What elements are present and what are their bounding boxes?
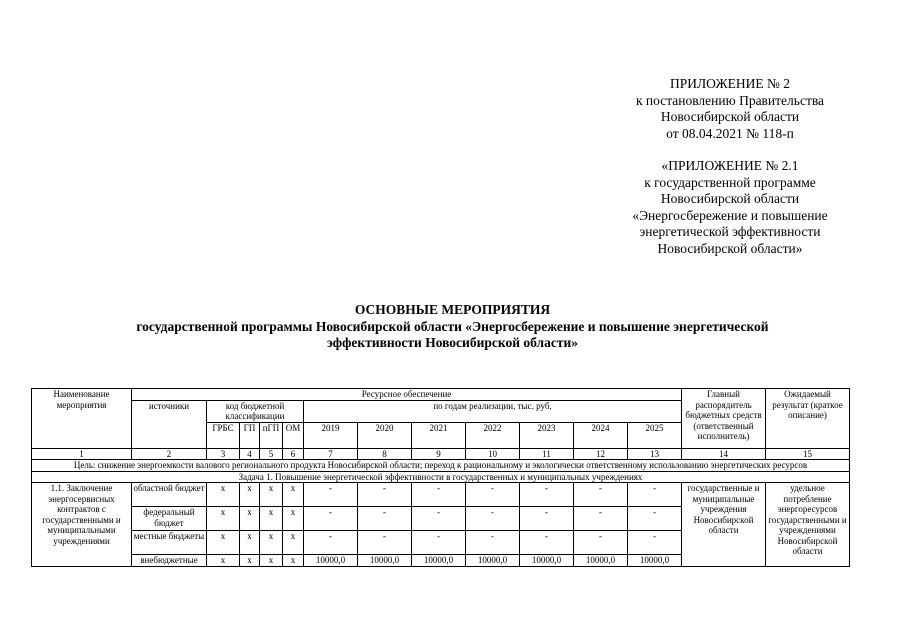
- code-cell: х: [260, 507, 283, 531]
- code-cell: х: [240, 483, 260, 507]
- appendix-program-lines: [590, 158, 870, 257]
- header-year-2023: 2023: [520, 422, 574, 448]
- appendix-line: Новосибирской области: [660, 191, 800, 206]
- header-result: Ожидаемый результат (краткое описание): [766, 389, 850, 449]
- appendix-line: «Энергосбережение и повышение: [632, 207, 828, 223]
- header-year-2021: 2021: [412, 422, 466, 448]
- code-cell: х: [260, 555, 283, 567]
- table-row: [32, 483, 850, 507]
- appendix-line: к государственной программе: [644, 174, 816, 190]
- header-name: Наименование мероприятия: [32, 389, 132, 449]
- code-cell: х: [283, 555, 304, 567]
- column-number: 12: [574, 448, 628, 460]
- header-main-executor: Главный распорядитель бюджетных средств (ответственный исполнитель): [682, 389, 766, 449]
- source-cell: федеральный бюджет: [132, 507, 207, 531]
- header-by-years: по годам реализации, тыс. руб.: [304, 400, 682, 422]
- column-number: 2: [132, 448, 207, 460]
- code-cell: х: [283, 483, 304, 507]
- code-cell: х: [260, 531, 283, 555]
- value-cell: 10000,0: [358, 555, 412, 567]
- value-cell: -: [412, 483, 466, 507]
- value-cell: 10000,0: [520, 555, 574, 567]
- code-cell: х: [207, 483, 240, 507]
- value-cell: 10000,0: [304, 555, 358, 567]
- column-number: 13: [628, 448, 682, 460]
- column-number: 11: [520, 448, 574, 460]
- executor-cell: государственные и муниципальные учреждения Новосибирской области: [682, 483, 766, 567]
- header-budget-code: код бюджетной классификации: [207, 400, 304, 422]
- column-number: 9: [412, 448, 466, 460]
- column-number: 1: [32, 448, 132, 460]
- appendix-line: ПРИЛОЖЕНИЕ № 2: [669, 76, 791, 91]
- header-resources: Ресурсное обеспечение: [132, 389, 682, 401]
- code-cell: х: [283, 507, 304, 531]
- document-title: [40, 302, 865, 352]
- value-cell: -: [304, 507, 358, 531]
- value-cell: -: [466, 531, 520, 555]
- code-cell: х: [207, 507, 240, 531]
- value-cell: 10000,0: [574, 555, 628, 567]
- code-cell: х: [240, 555, 260, 567]
- appendix-line: «ПРИЛОЖЕНИЕ № 2.1: [661, 158, 799, 173]
- source-cell: внебюджетные: [132, 555, 207, 567]
- column-number: 4: [240, 448, 260, 460]
- appendix-line: Новосибирской области: [660, 109, 800, 124]
- source-cell: местные бюджеты: [132, 531, 207, 555]
- appendix-line: от 08.04.2021 № 118-п: [666, 125, 794, 141]
- value-cell: -: [520, 483, 574, 507]
- source-cell: областной бюджет: [132, 483, 207, 507]
- goal-row: Цель: снижение энергоемкости валового регионального продукта Новосибирской области; переход к рациональному и экологически ответственному использованию энергетических ресурсов: [32, 460, 850, 472]
- value-cell: -: [628, 507, 682, 531]
- header-code-гп: ГП: [240, 422, 260, 448]
- code-cell: х: [207, 555, 240, 567]
- value-cell: 10000,0: [412, 555, 466, 567]
- value-cell: -: [628, 483, 682, 507]
- column-number: 3: [207, 448, 240, 460]
- header-code-грбс: ГРБС: [207, 422, 240, 448]
- title-line-2: государственной программы Новосибирской области «Энергосбережение и повышение энергетической: [136, 318, 769, 334]
- header-year-2020: 2020: [358, 422, 412, 448]
- code-cell: х: [240, 507, 260, 531]
- value-cell: -: [358, 507, 412, 531]
- header-sources: источники: [132, 400, 207, 448]
- value-cell: -: [466, 483, 520, 507]
- code-cell: х: [283, 531, 304, 555]
- header-code-пгп: пГП: [260, 422, 283, 448]
- value-cell: -: [520, 507, 574, 531]
- appendix-line: Новосибирской области»: [657, 240, 803, 256]
- value-cell: -: [574, 507, 628, 531]
- appendix-line: энергетической эффективности: [639, 224, 821, 239]
- value-cell: -: [520, 531, 574, 555]
- value-cell: -: [304, 483, 358, 507]
- value-cell: -: [358, 483, 412, 507]
- value-cell: -: [358, 531, 412, 555]
- result-cell: удельное потребление энергоресурсов государственными и учреждениями Новосибирской области: [766, 483, 850, 567]
- header-year-2024: 2024: [574, 422, 628, 448]
- appendix-block: [590, 76, 870, 257]
- header-code-ом: ОМ: [283, 422, 304, 448]
- code-cell: х: [207, 531, 240, 555]
- column-number: 6: [283, 448, 304, 460]
- title-line-3: эффективности Новосибирской области»: [326, 335, 578, 350]
- appendix-decree-lines: [590, 76, 870, 142]
- header-year-2025: 2025: [628, 422, 682, 448]
- measure-name: 1.1. Заключение энергосервисных контрактов с государственными и муниципальными учреждениями: [32, 483, 132, 567]
- column-number: 5: [260, 448, 283, 460]
- column-number: 14: [682, 448, 766, 460]
- code-cell: х: [240, 531, 260, 555]
- value-cell: -: [304, 531, 358, 555]
- header-year-2019: 2019: [304, 422, 358, 448]
- value-cell: -: [628, 531, 682, 555]
- column-number: 15: [766, 448, 850, 460]
- task-row: Задача 1. Повышение энергетической эффективности в государственных и муниципальных учреждениях: [32, 471, 850, 483]
- measures-table: [31, 388, 850, 567]
- code-cell: х: [260, 483, 283, 507]
- value-cell: 10000,0: [628, 555, 682, 567]
- value-cell: -: [412, 531, 466, 555]
- column-number: 8: [358, 448, 412, 460]
- appendix-line: к постановлению Правительства: [635, 92, 825, 108]
- header-year-2022: 2022: [466, 422, 520, 448]
- value-cell: -: [574, 483, 628, 507]
- value-cell: -: [412, 507, 466, 531]
- value-cell: 10000,0: [466, 555, 520, 567]
- column-number: 10: [466, 448, 520, 460]
- title-line-1: ОСНОВНЫЕ МЕРОПРИЯТИЯ: [354, 302, 551, 317]
- value-cell: -: [574, 531, 628, 555]
- value-cell: -: [466, 507, 520, 531]
- column-number: 7: [304, 448, 358, 460]
